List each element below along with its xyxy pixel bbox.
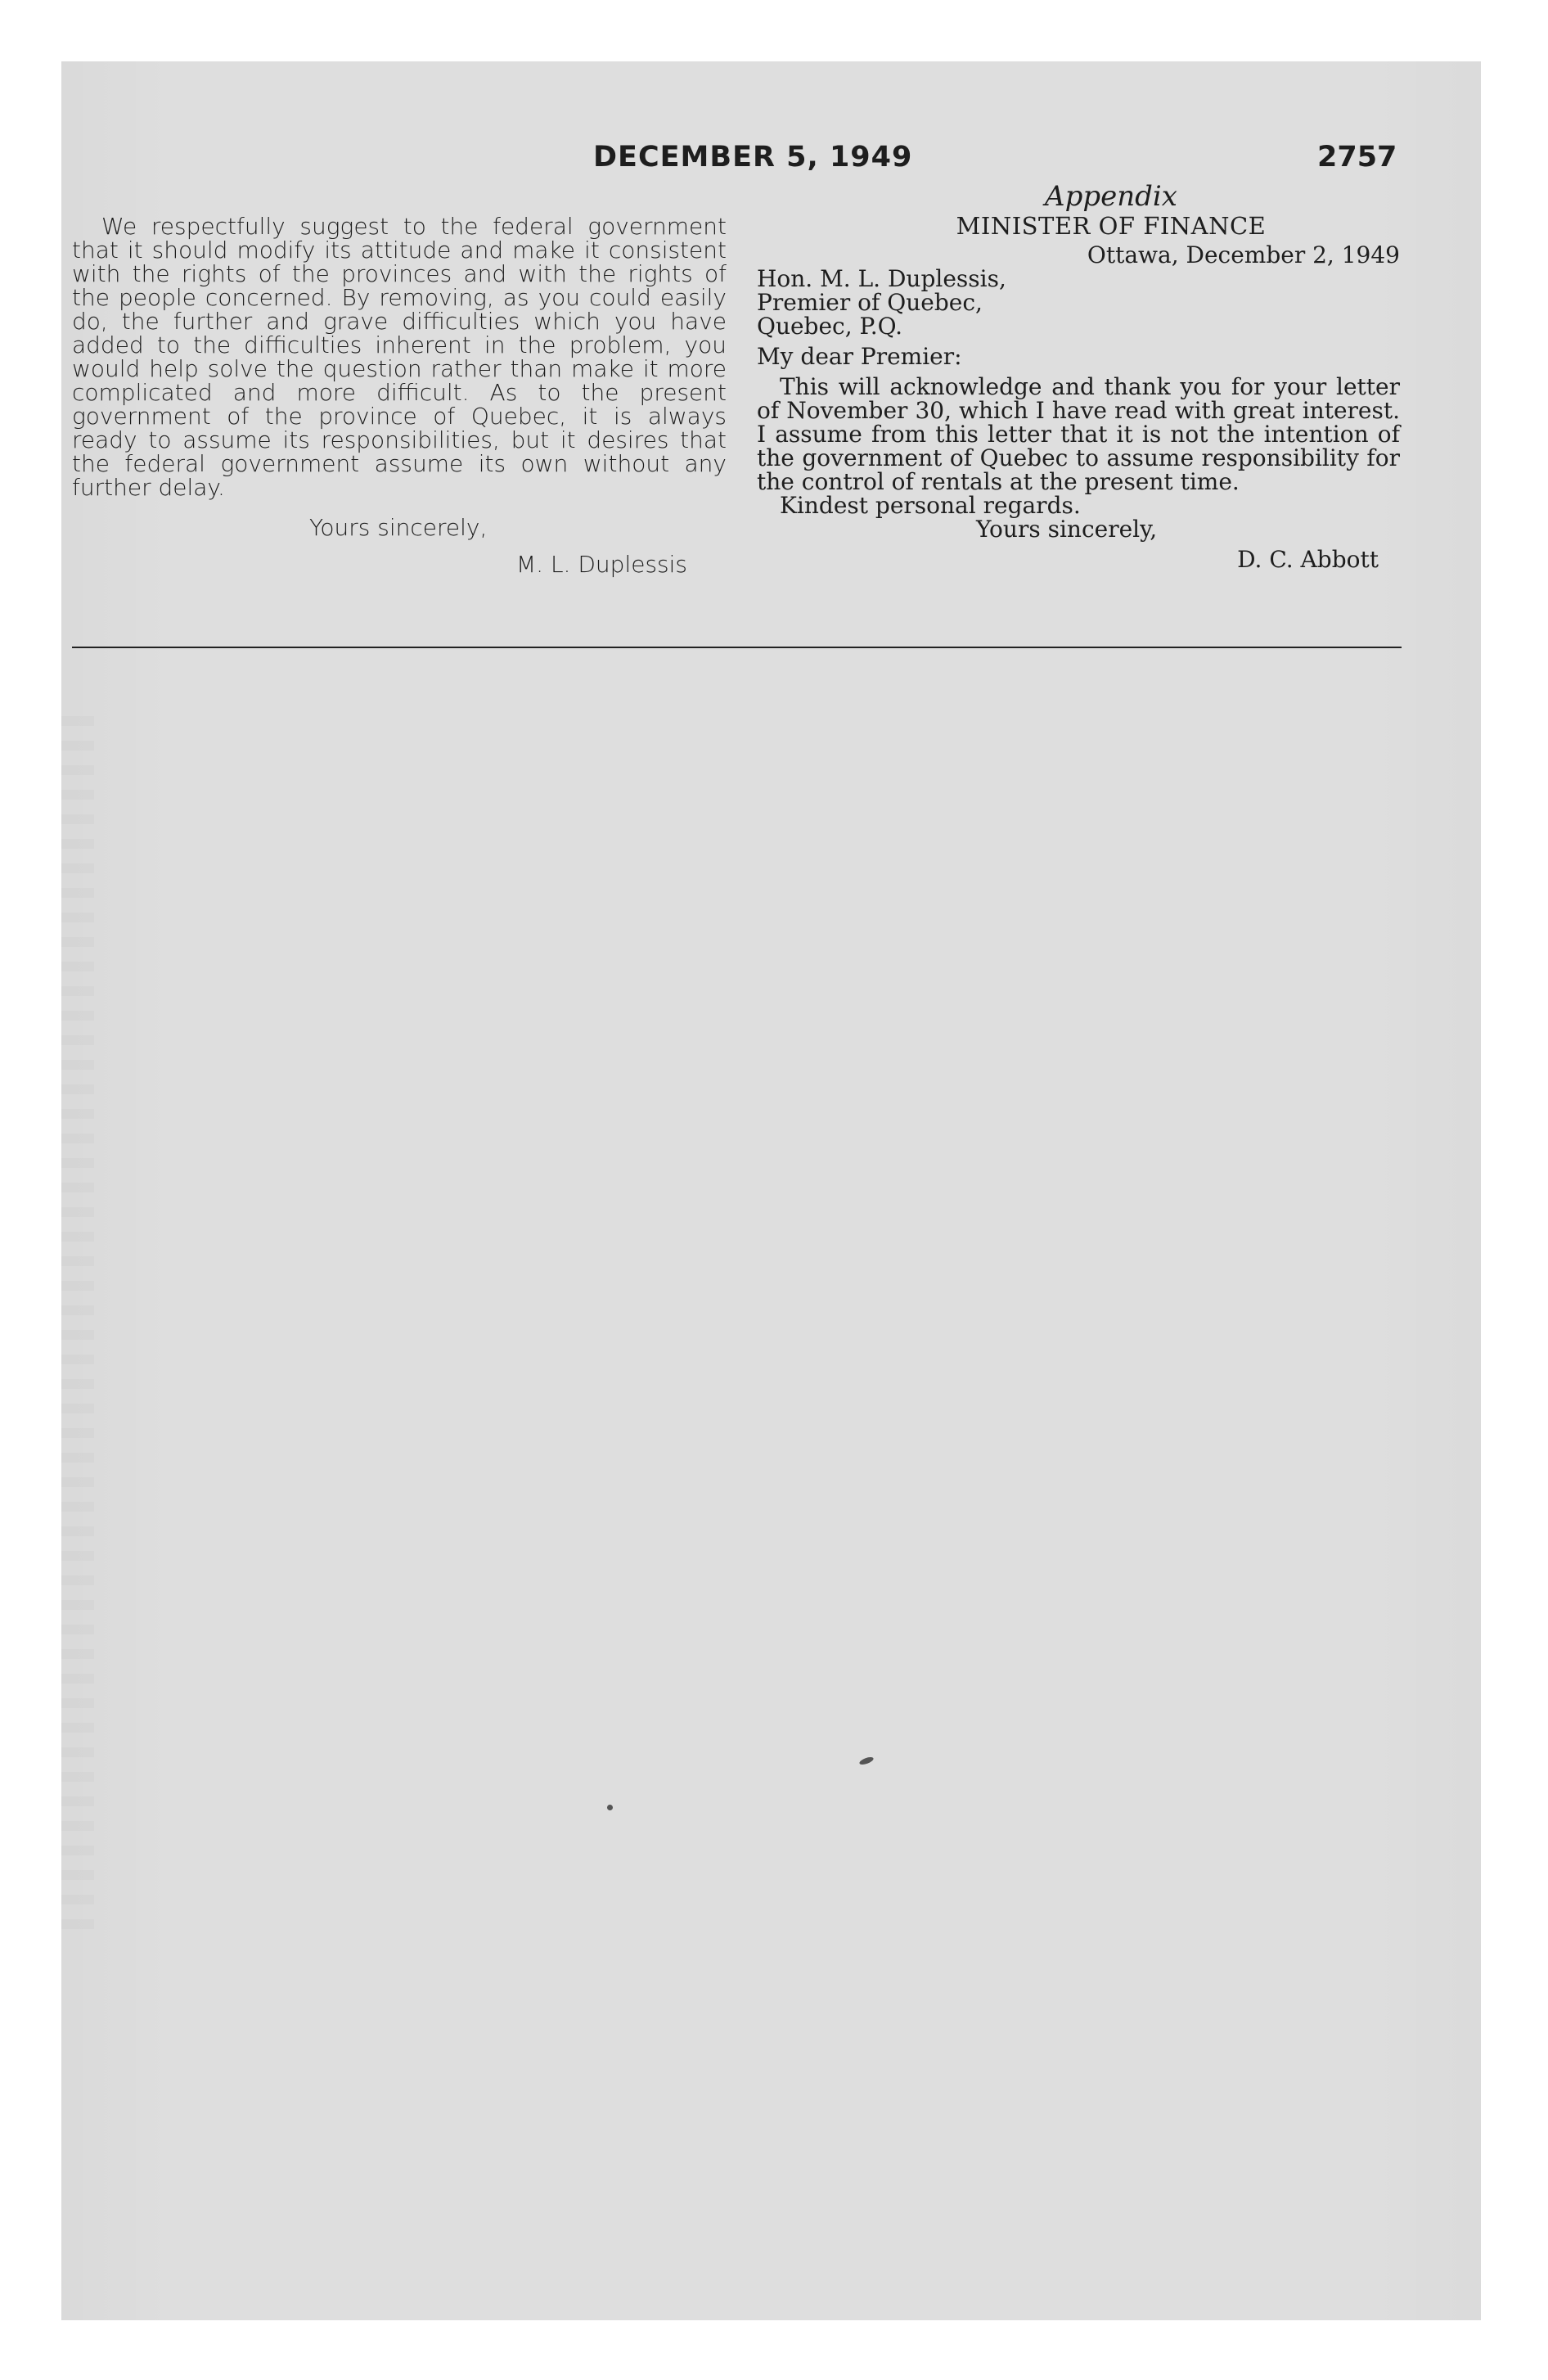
left-letter-paragraph: We respectfully suggest to the federal government that it should modify its attitude and make it consistent with the rights of the provinces and with the rights of the people concerned. By removing, as you could easily do, the further and grave difficulties which you have added to the difficulties inherent in the problem, you would help solve the question rather than make it more complicated and more difficult. As to the present government of the province of Quebec, it is always ready to assume its responsibilities, but it desires that the federal government assume its own without any further delay. xyxy=(72,213,727,501)
address-line: Hon. M. L. Duplessis, xyxy=(757,265,1006,292)
right-letter-closing: Yours sincerely, xyxy=(976,516,1158,543)
right-letter-paragraph: This will acknowledge and thank you for your letter of November 30, which I have read with great interest. I assume from this letter that it is not the intention of the government of Quebec to assume responsibility for the control of rentals at the present time. xyxy=(757,373,1400,495)
page-header-date: DECEMBER 5, 1949 xyxy=(593,141,913,174)
left-letter-signature: M. L. Duplessis xyxy=(516,551,687,578)
letter-regards: Kindest personal regards. xyxy=(780,492,1081,519)
address-block xyxy=(757,267,1400,338)
right-letter-signature: D. C. Abbott xyxy=(1237,546,1379,573)
letter-dateline: Ottawa, December 2, 1949 xyxy=(1087,241,1400,268)
left-letter-closing: Yours sincerely, xyxy=(309,514,488,541)
section-divider-rule xyxy=(72,647,1402,648)
address-line: Premier of Quebec, xyxy=(757,289,983,316)
appendix-heading: Appendix xyxy=(1045,180,1177,213)
letter-salutation: My dear Premier: xyxy=(757,343,962,370)
page-number: 2757 xyxy=(1317,141,1397,174)
ministry-heading: MINISTER OF FINANCE xyxy=(956,212,1267,240)
address-line: Quebec, P.Q. xyxy=(757,313,903,340)
paper-speck xyxy=(607,1805,613,1810)
right-column xyxy=(757,182,1400,571)
bleed-through-edge xyxy=(61,716,94,1944)
left-column xyxy=(72,214,727,576)
